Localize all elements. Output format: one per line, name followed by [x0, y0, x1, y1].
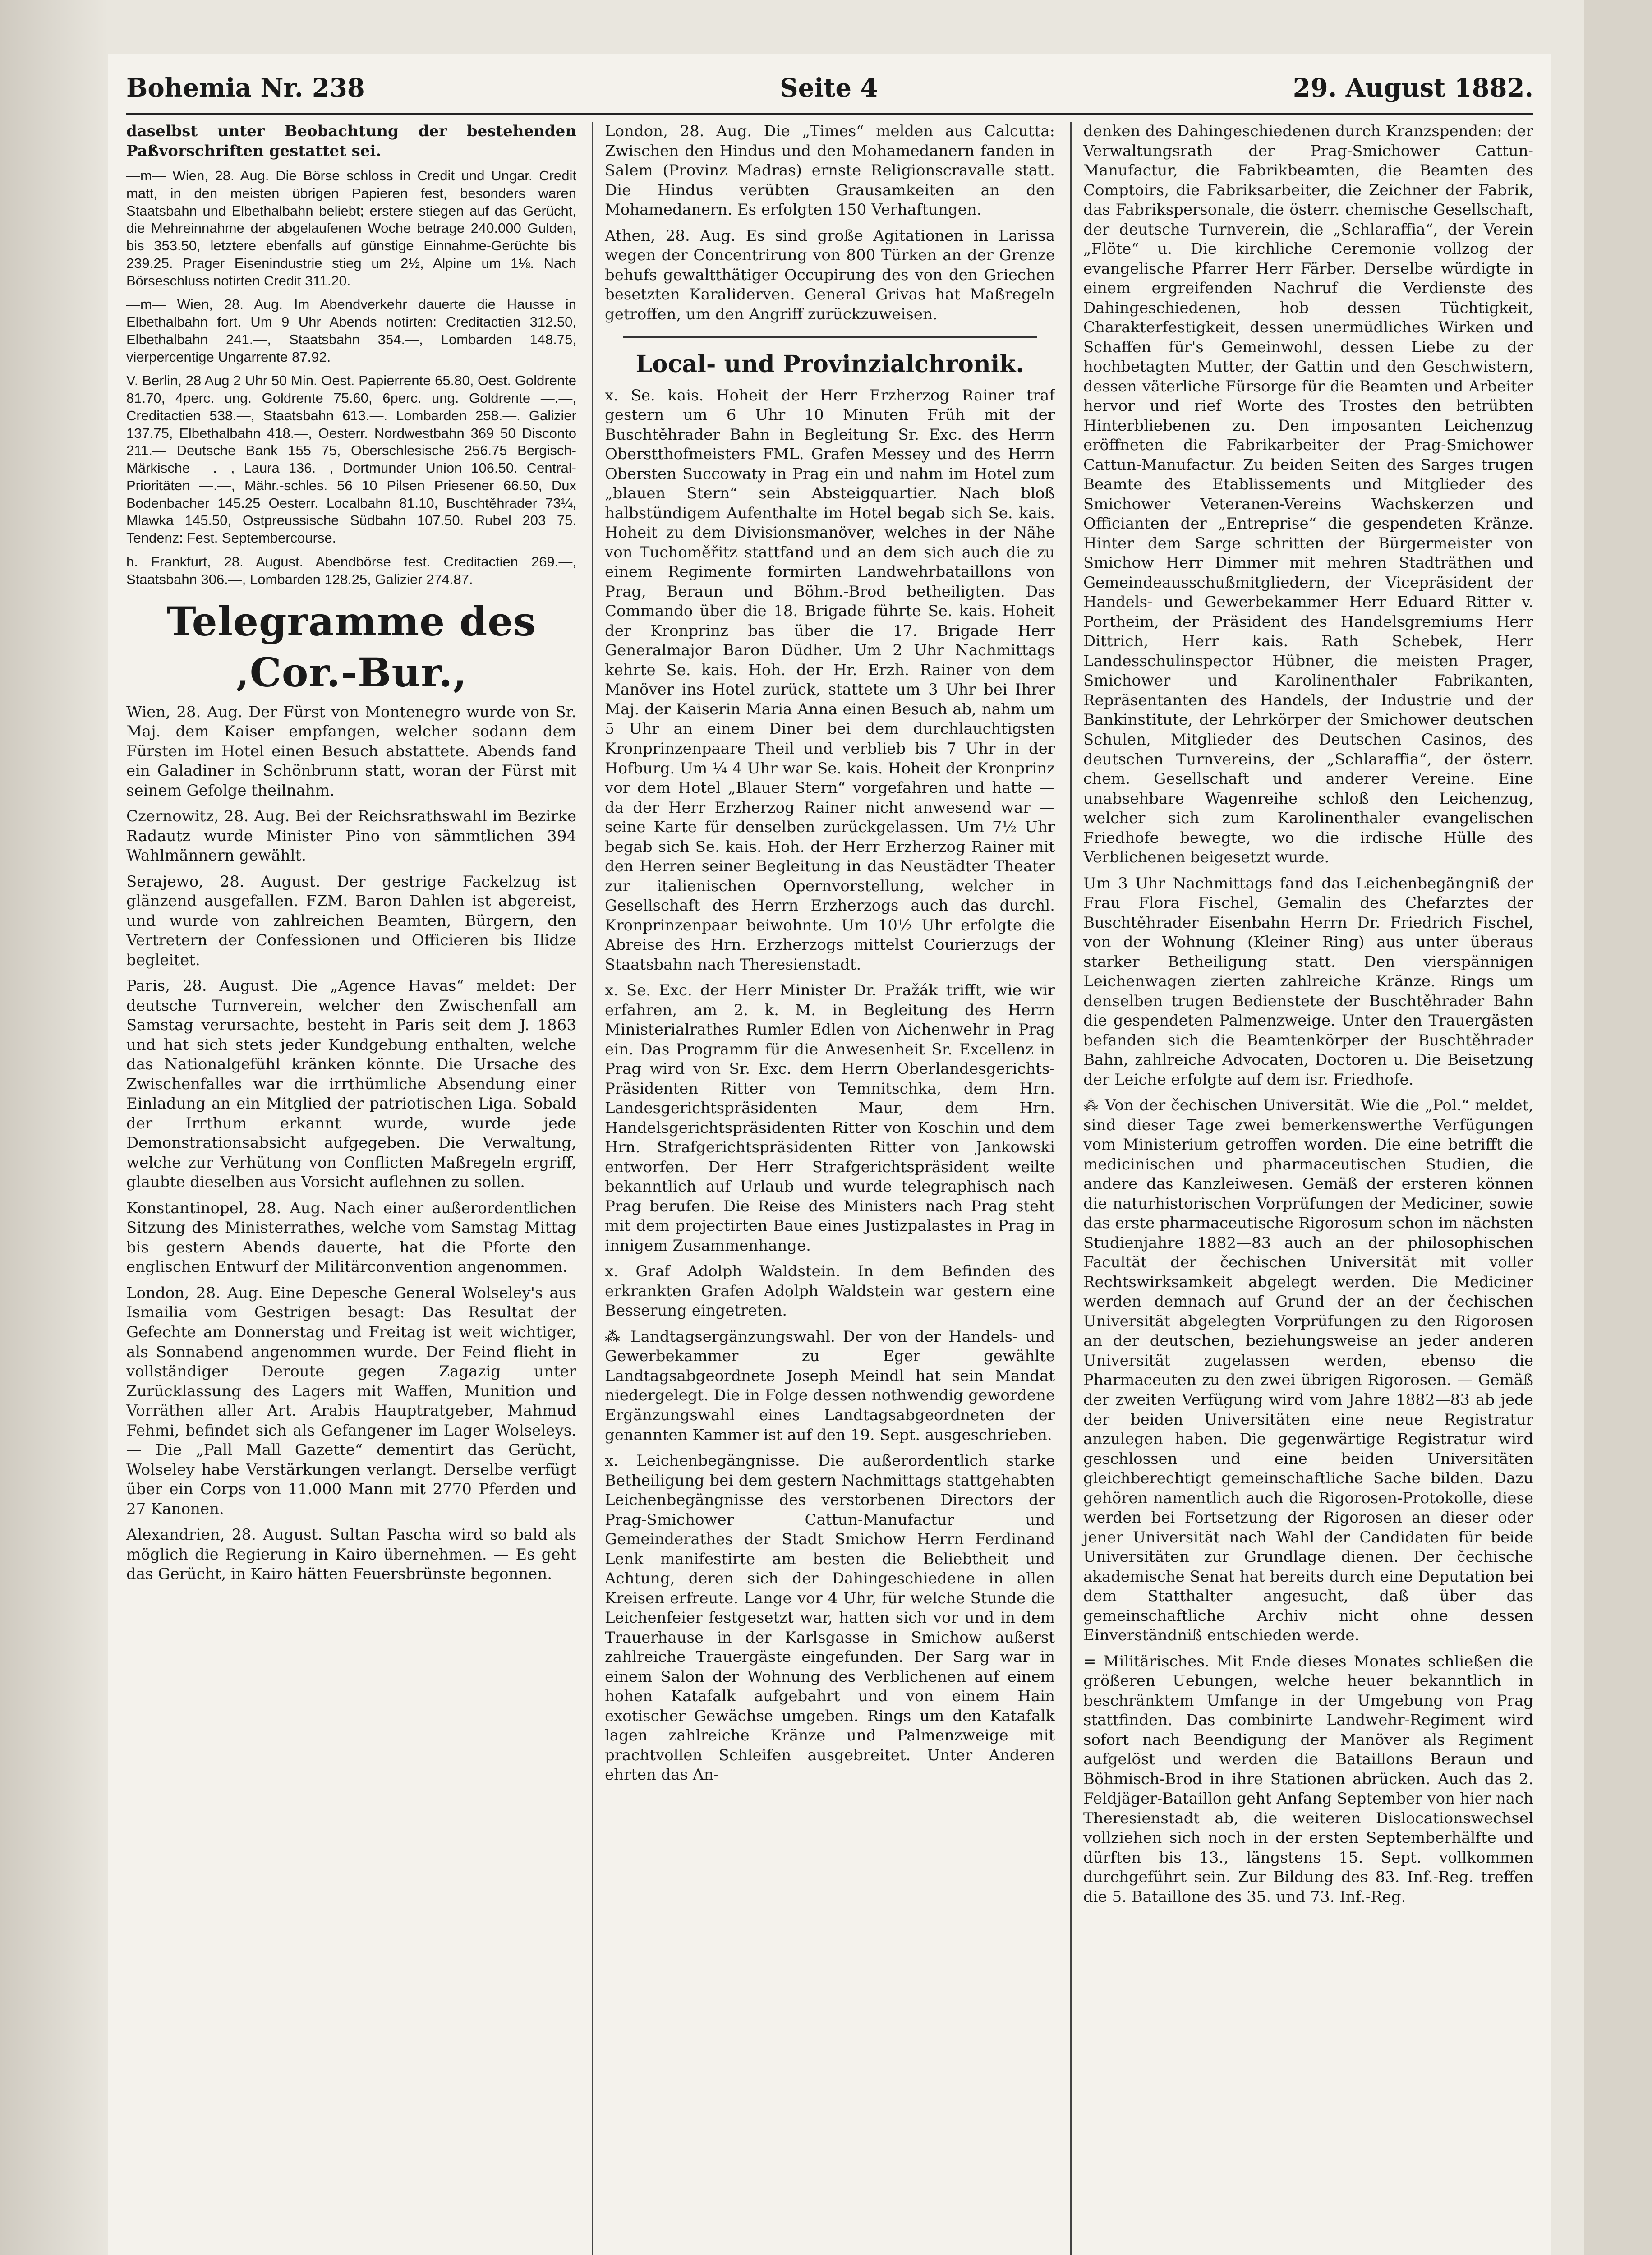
local-chronicle-heading: Local- und Provinzialchronik. — [635, 350, 1024, 378]
column-3 — [1070, 122, 1533, 2255]
article-graf-waldstein: x. Graf Adolph Waldstein. In dem Befinden des erkrankten Grafen Adolph Waldstein war gestern eine Besserung eingetreten. — [605, 1262, 1055, 1320]
article-military: = Militärisches. Mit Ende dieses Monates schließen die größeren Uebungen, welche heuer bekanntlich in beschränktem Umfange in der Umgebung von Prag stattfinden. Das combinirte Landwehr-Regiment wird sofort nach Beendigung der Manöver als Regiment aufgelöst und werden die Bataillons Beraun und Böhmisch-Brod in ihre Stationen abrücken. Auch das 2. Feldjäger-Bataillon geht Anfang September von hier nach Theresienstadt ab, die weiteren Dislocationswechsel vollziehen sich noch in der ersten Septemberhälfte und dürften bis 13., längstens 15. Sept. vollkommen durchgeführt sein. Zur Bildung des 83. Inf.-Reg. treffen die 5. Bataillone des 35. und 73. Inf.-Reg. — [1083, 1652, 1533, 1906]
newspaper-page — [108, 54, 1551, 2255]
telegram-london: London, 28. Aug. Eine Depesche General Wolseley's aus Ismailia vom Gestrigen besagt: Das Resultat der Gefechte am Donnerstag und Freitag ist weit wichtiger, als Sonnabend angenommen wurde. Der Feind flieht in vollständiger Deroute gegen Zagazig unter Zurücklassung des Lagers mit Waffen, Munition und Vorräthen aller Art. Arabis Hauptratgeber, Mahmud Fehmi, befindet sich als Gefangener im Lager Wolseleys. — Die „Pall Mall Gazette“ dementirt das Gerücht, Wolseley habe Verstärkungen verlangt. Derselbe verfügt über ein Corps von 11.000 Mann mit 2770 Pferden und 27 Kanonen. — [126, 1284, 576, 1518]
finance-berlin: V. Berlin, 28 Aug 2 Uhr 50 Min. Oest. Papierrente 65.80, Oest. Goldrente 81.70, 4perc. ung. Goldrente 75.60, 6perc. ung. Goldrente —.—, Creditactien 538.—, Staatsbahn 613.—. Lombarden 258.—. Galizier 137.75, Elbethalbahn 418.—, Oesterr. Nordwestbahn 369 50 Disconto 211.— Deutsche Bank 155 75, Oberschlesische 256.75 Bergisch-Märkische —.—, Laura 136.—, Dortmunder Union 106.50. Central-Prioritäten —.—, Mähr.-schles. 56 10 Pilsen Priesener 66.50, Dux Bodenbacher 145.25 Oesterr. Localbahn 81.10, Buschtěhrader 73¼, Mlawka 145.50, Ostpreussische Südbahn 107.50. Rubel 203 75. Tendenz: Fest. Septembercourse. — [126, 373, 576, 546]
article-landtag: ⁂ Landtagsergänzungswahl. Der von der Handels- und Gewerbekammer zu Eger gewählte Landtagsabgeordnete Joseph Meindl hat sein Mandat niedergelegt. Die in Folge dessen nothwendig gewordene Ergänzungswahl eines Landtagsabgeordneten der genannten Kammer ist auf den 19. Sept. ausgeschrieben. — [605, 1327, 1055, 1444]
article-minister-prazak: x. Se. Exc. der Herr Minister Dr. Pražák trifft, wie wir erfahren, am 2. k. M. in Begleitung des Herrn Ministerialrathes Rumler Edlen von Aichenwehr in Prag ein. Das Programm für die Anwesenheit Sr. Excellenz in Prag wird von Sr. Exc. dem Herrn Oberlandesgerichts-Präsidenten Ritter von Temnitschka, dem Hrn. Landesgerichtspräsidenten Maur, dem Hrn. Handelsgerichtspräsidenten Ritter von Koschin und dem Hrn. Strafgerichtspräsidenten Ritter von Jankowski entworfen. Der Herr Strafgerichtspräsident weilte bekanntlich auf Urlaub und wurde telegraphisch nach Prag berufen. Die Reise des Ministers nach Prag steht mit dem projectirten Baue eines Justizpalastes in Prag in innigem Zusammenhange. — [605, 981, 1055, 1255]
header-publication: Bohemia Nr. 238 — [126, 73, 365, 103]
telegram-czernowitz: Czernowitz, 28. Aug. Bei der Reichsrathswahl im Bezirke Radautz wurde Minister Pino von sämmtlichen 394 Wahlmännern gewählt. — [126, 807, 576, 865]
header-page-number: Seite 4 — [780, 73, 878, 103]
telegram-london-calcutta: London, 28. Aug. Die „Times“ melden aus Calcutta: Zwischen den Hindus und den Mohamedanern fanden in Salem (Provinz Madras) ernste Religionscravalle statt. Die Hindus verübten Grausamkeiten an den Mohamedanern. Es erfolgten 150 Verhaftungen. — [605, 122, 1055, 219]
article-funeral-fischel: Um 3 Uhr Nachmittags fand das Leichenbegängniß der Frau Flora Fischel, Gemalin des Chefarztes der Buschtěhrader Eisenbahn Herrn Dr. Friedrich Fischel, von der Wohnung (Kleiner Ring) aus unter überaus starker Betheiligung statt. Den vierspännigen Leichenwagen zierten zahlreiche Kränze. Rings um denselben trugen Bedienstete der Buschtěhrader Bahn die gespendeten Palmenzweige. Unter den Trauergästen befanden sich die Beamtenkörper der Buschtěhrader Bahn, zahlreiche Advocaten, Doctoren u. Die Beisetzung der Leiche erfolgte auf dem isr. Friedhofe. — [1083, 874, 1533, 1089]
telegram-konstantinopel: Konstantinopel, 28. Aug. Nach einer außerordentlichen Sitzung des Ministerrathes, welche vom Samstag Mittag bis gestern Abends dauerte, hat die Pforte den englischen Entwurf der Militärconvention angenommen. — [126, 1199, 576, 1276]
section-divider — [623, 336, 1037, 338]
telegram-paris: Paris, 28. August. Die „Agence Havas“ meldet: Der deutsche Turnverein, welcher den Zwischenfall am Samstag verursachte, besteht in Paris seit dem J. 1863 und hat sich stets jeder Kundgebung enthalten, welche das Nationalgefühl kränken könnte. Die Ursache des Zwischenfalles war die irrthümliche Absendung einer Einladung an ein Mitglied der patriotischen Liga. Sobald der Irrthum erkannt wurde, wurde jede Demonstrationsabsicht aufgegeben. Die Verwaltung, welche zur Verhütung von Conflicten Maßregeln ergriff, glaubte dieselben aus Vorsicht auflehnen zu sollen. — [126, 977, 576, 1192]
scan-left-margin — [0, 0, 108, 2255]
article-funerals-cont: denken des Dahingeschiedenen durch Kranzspenden: der Verwaltungsrath der Prag-Smichower Cattun-Manufactur, die Fabrikbeamten, die Beamten des Comptoirs, die Fabriksarbeiter, die Zeichner der Fabrik, das Fabrikspersonale, die österr. chemische Gesellschaft, der deutsche Turnverein, die „Schlaraffia“, der Verein „Flöte“ u. Die kirchliche Ceremonie vollzog der evangelische Pfarrer Herr Färber. Derselbe würdigte in einem ergreifenden Nachruf die Verdienste des Dahingeschiedenen, hob dessen Tüchtigkeit, Charakterfestigkeit, dessen unermüdliches Wirken und Schaffen für's Gemeinwohl, dessen Liebe zu der hochbetagten Mutter, der Gattin und den Geschwistern, dessen väterliche Fürsorge für die Beamten und Arbeiter hervor und rief Worte des Trostes den betrübten Hinterbliebenen zu. Den imposanten Leichenzug eröffneten die Fabrikarbeiter der Prag-Smichower Cattun-Manufactur. Zu beiden Seiten des Sarges trugen Beamte des Etablissements und Mitglieder des Smichower Veteranen-Vereins Wachskerzen und Officianten der „Entreprise“ die gespendeten Kränze. Hinter dem Sarge schritten der Bürgermeister von Smichow Herr Dimmer mit mehren Stadträthen und Gemeindeausschußmitgliedern, der Vicepräsident der Handels- und Gewerbekammer Herr Eduard Ritter v. Portheim, der Präsident des Handelsgremiums Herr Dittrich, Herr kais. Rath Schebek, Herr Landesschulinspector Hübner, die meisten Prager, Smichower und Karolinenthaler Fabrikanten, Repräsentanten des Handels, der Industrie und der Bankinstitute, der Lehrkörper der Smichower deutschen Schulen, Mitglieder des Deutschen Casinos, des deutschen Turnvereins, der „Schlaraffia“, der österr. chem. Gesellschaft und anderer Vereine. Eine unabsehbare Wagenreihe schloß den Leichenzug, welcher sich zum Karolinenthaler evangelischen Friedhofe bewegte, wo die irdische Hülle des Verblichenen beigesetzt wurde. — [1083, 122, 1533, 867]
finance-frankfurt: h. Frankfurt, 28. August. Abendbörse fest. Creditactien 269.—, Staatsbahn 306.—, Lombarden 128.25, Galizier 274.87. — [126, 553, 576, 587]
column-2 — [592, 122, 1055, 2255]
intro-text: daselbst unter Beobachtung der bestehenden Paßvorschriften gestattet sei. — [126, 122, 576, 160]
article-czech-university: ⁂ Von der čechischen Universität. Wie die „Pol.“ meldet, sind dieser Tage zwei bemerkenswerthe Verfügungen vom Ministerium getroffen worden. Die eine betrifft die medicinischen und pharmaceutischen Studien, die andere das Kanzleiwesen. Gemäß der ersteren können die naturhistorischen Vorprüfungen der Mediciner, sowie das erste pharmaceutische Rigorosum schon im nächsten Studienjahre 1882—83 auch an der philosophischen Facultät der čechischen Universität mit voller Rechtswirksamkeit abgelegt werden. Die Mediciner werden demnach auf Grund der an der čechischen Universität abgelegten Vorprüfungen zu den Rigorosen an der deutschen, beziehungsweise an jeder anderen Universität zugelassen werden, ebenso die Pharmaceuten zu den zwei übrigen Rigorosen. — Gemäß der zweiten Verfügung wird vom Jahre 1882—83 ab jede der beiden Universitäten eine neue Registratur anzulegen haben. Die gegenwärtige Registratur wird geschlossen und eine beiden Universitäten gleichberechtigt gemeinschaftliche Sache bilden. Dazu gehören namentlich auch die Rigorosen-Protokolle, diese werden bei Fortsetzung der Rigorosen an dieser oder jener Universität nach Wahl der Candidaten für beide Universitäten zur Grundlage dienen. Der čechische akademische Senat hat bereits durch eine Deputation bei dem Statthalter angesucht, daß über das gemeinschaftliche Archiv nicht ohne dessen Einverständniß entschieden werde. — [1083, 1096, 1533, 1645]
page-header — [126, 63, 1533, 115]
columns — [126, 122, 1533, 2255]
telegram-alexandrien: Alexandrien, 28. August. Sultan Pascha wird so bald als möglich die Regierung in Kairo übernehmen. — Es geht das Gerücht, in Kairo hätten Feuersbrünste begonnen. — [126, 1526, 576, 1583]
header-date: 29. August 1882. — [1293, 73, 1533, 103]
telegram-wien: Wien, 28. Aug. Der Fürst von Montenegro wurde von Sr. Maj. dem Kaiser empfangen, welcher sodann dem Fürsten im Hotel einen Besuch abstattete. Abends fand ein Galadiner in Schönbrunn statt, woran der Fürst mit seinem Gefolge theilnahm. — [126, 703, 576, 800]
finance-wien-1: —m— Wien, 28. Aug. Die Börse schloss in Credit und Ungar. Credit matt, in den meisten übrigen Papieren fest, besonders waren Staatsbahn und Elbethalbahn beliebt; erstere stiegen auf das Gerücht, die Mehreinnahme der abgelaufenen Woche betrage 240.000 Gulden, bis 353.50, letztere ebenfalls auf günstige Einnahme-Gerüchte bis 239.25. Prager Eisenindustrie stieg um 2½, Alpine um 1⅛. Nach Börseschluss notirten Credit 311.20. — [126, 168, 576, 289]
telegram-athen: Athen, 28. Aug. Es sind große Agitationen in Larissa wegen der Concentrirung von 800 Türken an der Grenze behufs gewaltthätiger Occupirung des von den Griechen besetzten Karaliderven. General Grivas hat Maßregeln getroffen, um den Angriff zurückzuweisen. — [605, 226, 1055, 323]
article-erzherzog-rainer: x. Se. kais. Hoheit der Herr Erzherzog Rainer traf gestern um 6 Uhr 10 Minuten Früh mit der Buschtěhrader Bahn in Begleitung Sr. Exc. des Herrn Oberstthofmeisters FML. Grafen Messey und des Herrn Obersten Succowaty in Prag ein und nahm im Hotel zum „blauen Stern“ sein Absteigquartier. Nach bloß halbstündigem Aufenthalte im Hotel begab sich Se. kais. Hoheit zu dem Divisionsmanöver, welches in der Nähe von Tuchoměřitz stattfand und an dem sich auch die zu einem Regimente formirten Landwehrbataillons von Prag, Beraun und Böhm.-Brod betheiligten. Das Commando über die 18. Brigade führte Se. kais. Hoheit der Kronprinz bas über die 17. Brigade Herr Generalmajor Baron Düdher. Um 2 Uhr Nachmittags kehrte Se. kais. Hoh. der Hr. Erzh. Rainer von dem Manöver ins Hotel zurück, stattete um 3 Uhr bei Ihrer Maj. der Kaiserin Maria Anna einen Besuch ab, nahm um 5 Uhr an einem Diner bei dem durchlauchtigsten Kronprinzenpaare Theil und verblieb bis 7 Uhr in der Hofburg. Um ¼ 4 Uhr war Se. kais. Hoheit der Kronprinz vor dem Hotel „Blauer Stern“ vorgefahren und hatte — da der Herr Erzherzog Rainer nicht anwesend war — seine Karte für denselben zurückgelassen. Um 7½ Uhr begab sich Se. kais. Hoh. der Herr Erzherzog Rainer mit den Herren seiner Begleitung in das Neustädter Theater zur italienischen Opernvorstellung, welcher in Gesellschaft des Herrn Erzherzogs auch das durchl. Kronprinzenpaar beiwohnte. Um 10½ Uhr erfolgte die Abreise des Hrn. Erzherzogs mittelst Courierzugs der Staatsbahn nach Theresienstadt. — [605, 386, 1055, 974]
telegram-heading: Telegramme des ‚Cor.-Bur., — [166, 598, 536, 696]
article-funerals: x. Leichenbegängnisse. Die außerordentlich starke Betheiligung bei dem gestern Nachmittags stattgehabten Leichenbegängnisse des verstorbenen Directors der Prag-Smichower Cattun-Manufactur und Gemeinderathes der Stadt Smichow Herrn Ferdinand Lenk manifestirte am besten die Beliebtheit und Achtung, deren sich der Dahingeschiedene in allen Kreisen erfreute. Lange vor 4 Uhr, für welche Stunde die Leichenfeier festgesetzt war, hatten sich vor und in dem Trauerhause in der Karlsgasse in Smichow außerst zahlreiche Trauergäste eingefunden. Der Sarg war in einem Salon der Wohnung des Verblichenen auf einem hohen Katafalk aufgebahrt und von einem Hain exotischer Gewächse umgeben. Rings um den Katafalk lagen zahlreiche Kränze und Palmenzweige mit prachtvollen Schleifen ausgebreitet. Unter Anderen ehrten das An- — [605, 1452, 1055, 1784]
column-1 — [126, 122, 576, 2255]
scan-right-margin — [1584, 0, 1652, 2255]
telegram-serajewo: Serajewo, 28. August. Der gestrige Fackelzug ist glänzend ausgefallen. FZM. Baron Dahlen ist abgereist, und wurde von zahlreichen Beamten, Bürgern, den Vertretern der Confessionen und Officieren bis Ilidze begleitet. — [126, 872, 576, 969]
finance-wien-2: —m— Wien, 28. Aug. Im Abendverkehr dauerte die Hausse in Elbethalbahn fort. Um 9 Uhr Abends notirten: Creditactien 312.50, Elbethalbahn 241.—, Staatsbahn 354.—, Lombarden 148.75, vierpercentige Ungarrente 87.92. — [126, 296, 576, 365]
